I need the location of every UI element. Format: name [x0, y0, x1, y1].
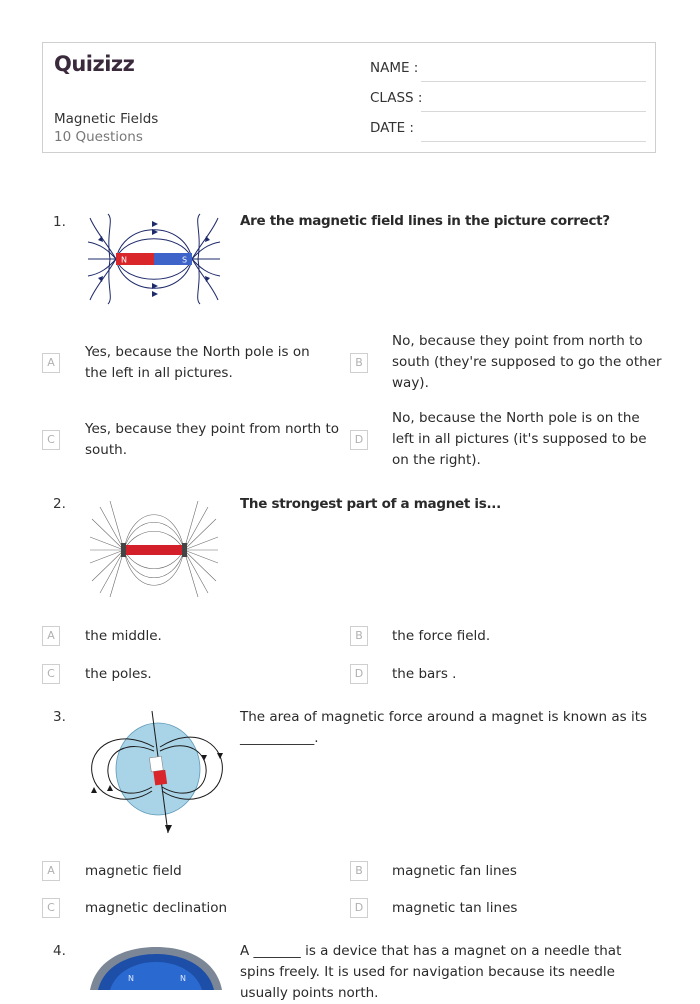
option-a[interactable]: the middle. [85, 628, 162, 644]
name-line [421, 81, 646, 82]
class-line [421, 111, 646, 112]
question-number: 4. [53, 943, 66, 959]
magnet-bar [124, 545, 184, 555]
option-letter-d: D [350, 430, 368, 450]
option-letter-c: C [42, 430, 60, 450]
question-number: 2. [53, 496, 66, 512]
svg-text:N: N [128, 974, 134, 983]
option-c[interactable]: the poles. [85, 666, 152, 682]
option-letter-c: C [42, 898, 60, 918]
question-number: 3. [53, 709, 66, 725]
option-c[interactable]: Yes, because they point from north to south. [85, 421, 340, 458]
earth-magnetic-field-diagram [88, 707, 228, 837]
option-b[interactable]: magnetic fan lines [392, 863, 517, 879]
date-label: DATE : [370, 120, 414, 136]
option-d[interactable]: the bars . [392, 666, 457, 682]
question-count: 10 Questions [54, 129, 143, 145]
south-pole-label: S [182, 255, 188, 265]
option-letter-d: D [350, 898, 368, 918]
quizizz-logo: Quizizz [54, 52, 135, 76]
option-letter-b: B [350, 353, 368, 373]
question-text: The area of magnetic force around a magnet is known as its ___________. [240, 709, 648, 746]
class-field[interactable] [370, 90, 646, 112]
question-text: The strongest part of a magnet is... [240, 496, 501, 512]
svg-text:N: N [180, 974, 186, 983]
name-label: NAME : [370, 60, 419, 76]
bar-magnet-field-diagram [86, 212, 222, 306]
iron-filings-magnet-image [88, 497, 220, 601]
compass-image [86, 945, 226, 990]
option-b[interactable]: the force field. [392, 628, 491, 644]
option-letter-a: A [42, 353, 60, 373]
name-field[interactable] [370, 60, 646, 82]
option-a[interactable]: Yes, because the North pole is on the left in all pictures. [85, 344, 310, 381]
option-letter-b: B [350, 861, 368, 881]
date-field[interactable] [370, 120, 646, 142]
question-text: A _______ is a device that has a magnet on a needle that spins freely. It is used for navigation because its needle usually points north. [240, 943, 622, 1001]
worksheet-header [42, 42, 656, 153]
option-b[interactable]: No, because they point from north to south (they're supposed to go the other way). [392, 333, 662, 391]
north-pole-label: N [121, 255, 127, 265]
option-letter-c: C [42, 664, 60, 684]
worksheet-title: Magnetic Fields [54, 111, 159, 127]
option-letter-a: A [42, 861, 60, 881]
option-a[interactable]: magnetic field [85, 863, 182, 879]
option-d[interactable]: No, because the North pole is on the left in all pictures (it's supposed to be on the right). [392, 410, 647, 468]
question-text: Are the magnetic field lines in the picture correct? [240, 213, 610, 229]
date-line [421, 141, 646, 142]
option-d[interactable]: magnetic tan lines [392, 900, 518, 916]
option-c[interactable]: magnetic declination [85, 900, 228, 916]
option-letter-d: D [350, 664, 368, 684]
question-number: 1. [53, 214, 66, 230]
option-letter-b: B [350, 626, 368, 646]
option-letter-a: A [42, 626, 60, 646]
class-label: CLASS : [370, 90, 423, 106]
